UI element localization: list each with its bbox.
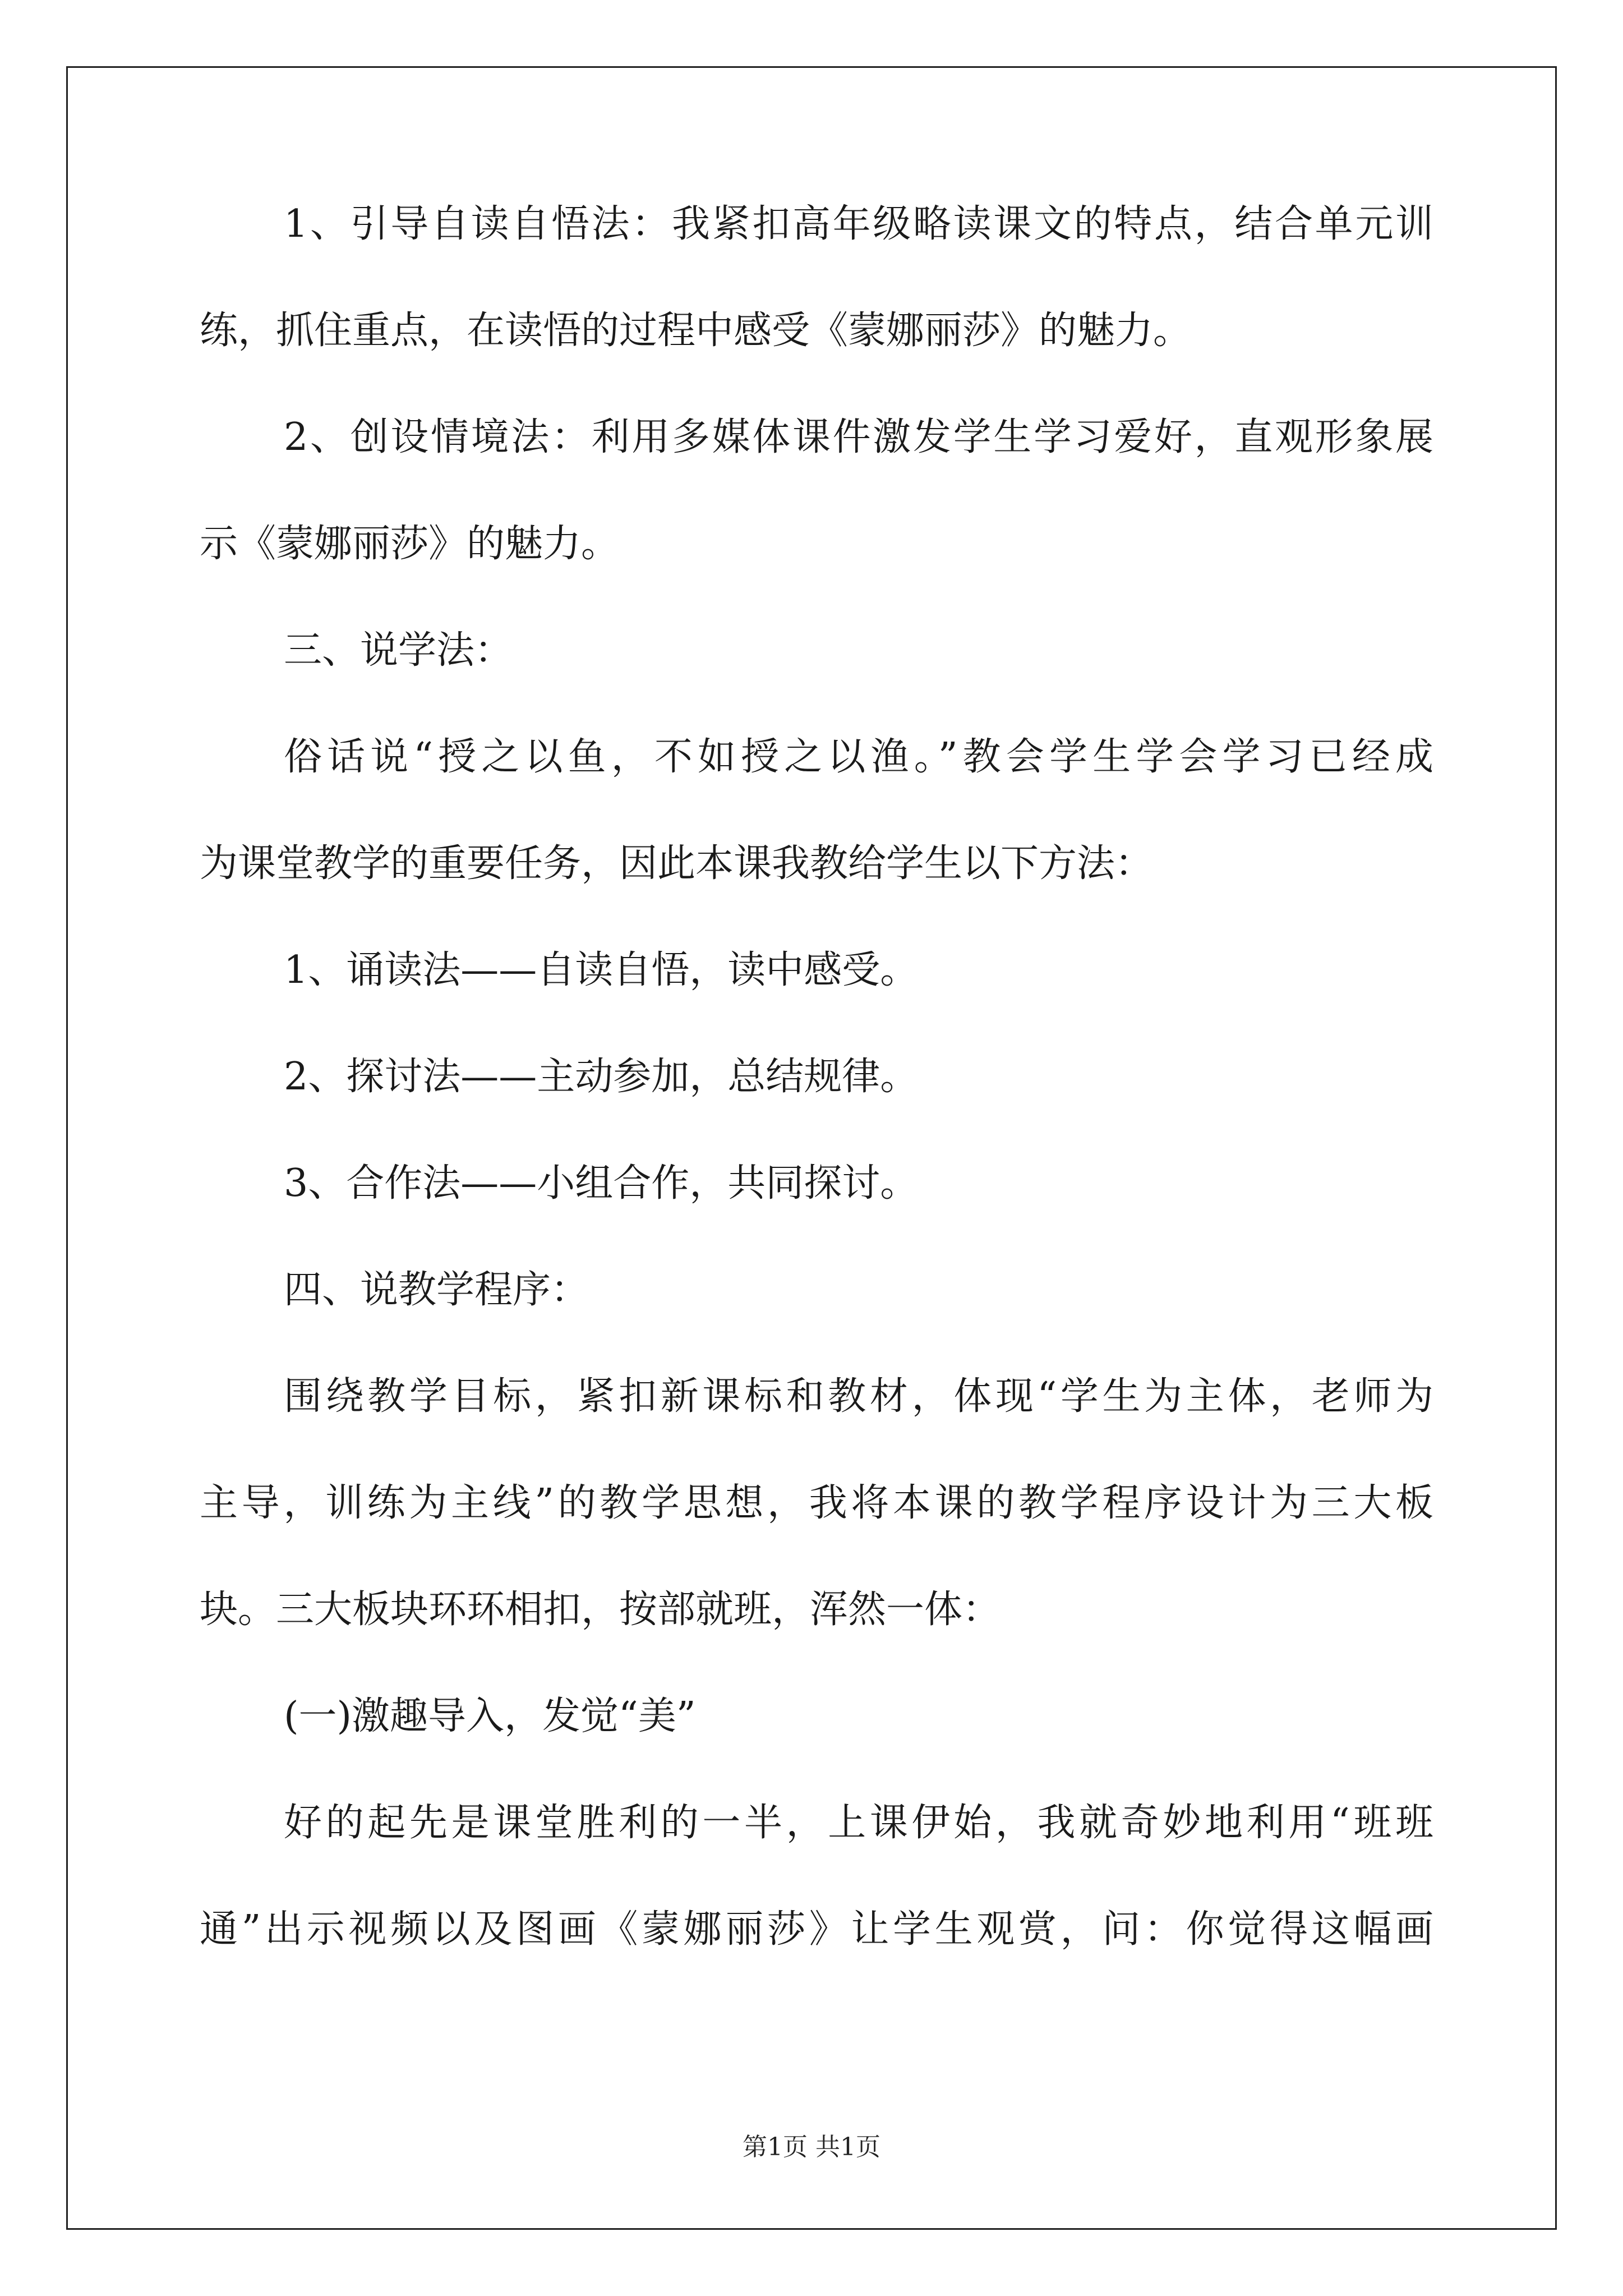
page-border — [66, 66, 1557, 2230]
list-item: 2、探讨法——主动参加，总结规律。 — [284, 1055, 919, 1099]
subsection-heading: (一)激趣导入，发觉“美” — [284, 1694, 696, 1738]
paragraph-line: 围绕教学目标，紧扣新课标和教材，体现“学生为主体，老师为 — [284, 1374, 1433, 1419]
paragraph-line: 练，抓住重点，在读悟的过程中感受《蒙娜丽莎》的魅力。 — [200, 309, 1192, 353]
paragraph-line: 为课堂教学的重要任务，因此本课我教给学生以下方法： — [200, 841, 1154, 886]
paragraph-line: 块。三大板块环环相扣，按部就班，浑然一体： — [200, 1588, 1001, 1632]
paragraph-line: 俗话说“授之以鱼，不如授之以渔。”教会学生学会学习已经成 — [284, 735, 1433, 779]
page-number: 第1页 共1页 — [743, 2133, 880, 2161]
section-heading: 四、说教学程序： — [284, 1268, 589, 1312]
list-item: 3、合作法——小组合作，共同探讨。 — [284, 1161, 919, 1205]
paragraph-line: 好的起先是课堂胜利的一半，上课伊始，我就奇妙地利用“班班 — [284, 1801, 1433, 1845]
section-heading: 三、说学法： — [284, 628, 513, 673]
list-item: 1、诵读法——自读自悟，读中感受。 — [284, 948, 919, 992]
paragraph-line: 通”出示视频以及图画《蒙娜丽莎》让学生观赏，问：你觉得这幅画 — [200, 1907, 1433, 1952]
paragraph-line: 2、创设情境法：利用多媒体课件激发学生学习爱好，直观形象展 — [284, 415, 1433, 459]
paragraph-line: 1、引导自读自悟法：我紧扣高年级略读课文的特点，结合单元训 — [284, 202, 1433, 246]
paragraph-line: 示《蒙娜丽莎》的魅力。 — [200, 522, 620, 566]
paragraph-line: 主导，训练为主线”的教学思想，我将本课的教学程序设计为三大板 — [200, 1481, 1433, 1525]
